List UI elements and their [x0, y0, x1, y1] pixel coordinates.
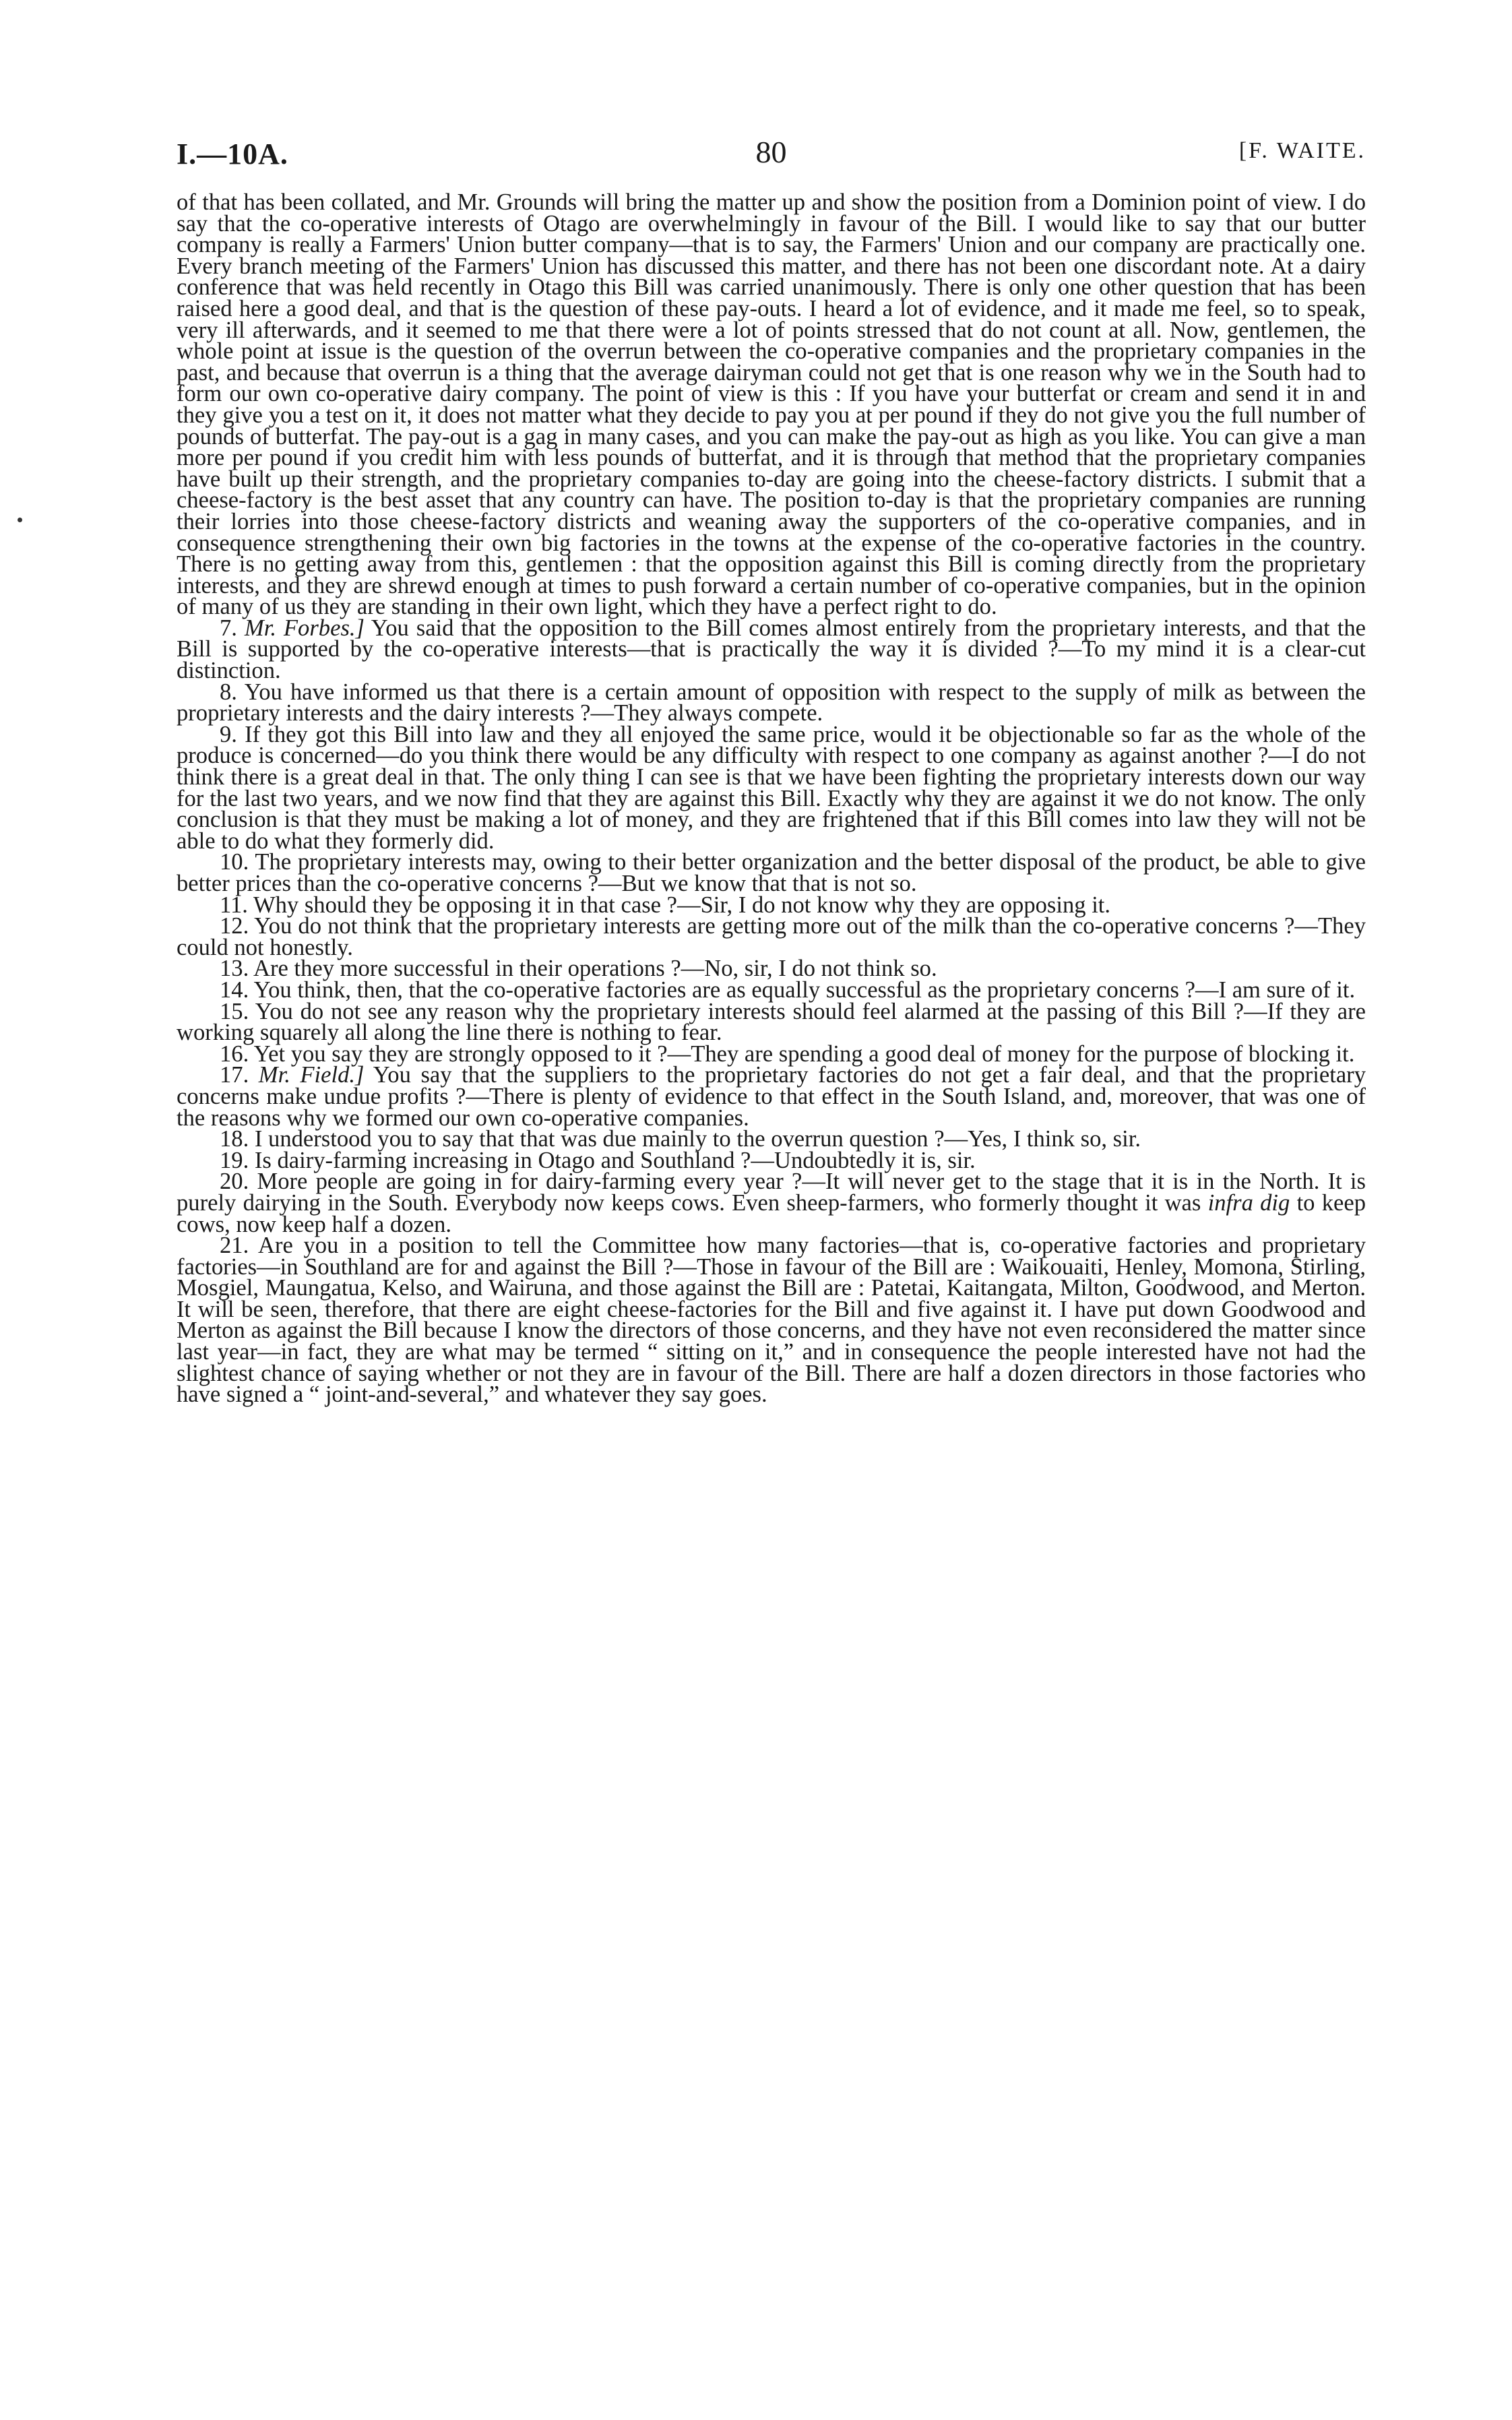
question-number: 20.	[220, 1169, 249, 1195]
question-text: Are they more successful in their operations ?—No, sir, I do not think so.	[253, 956, 937, 982]
question-number: 11.	[220, 892, 248, 918]
question-text: Why should they be opposing it in that case ?—Sir, I do not know why they are opposing it.	[253, 892, 1111, 918]
page-number: 80	[755, 135, 787, 169]
question-number: 12.	[220, 913, 249, 939]
question-number: 21.	[220, 1233, 249, 1259]
speaker: Mr. Forbes.]	[244, 615, 365, 641]
speaker: Mr. Field.]	[258, 1062, 365, 1088]
question-number: 17.	[220, 1062, 249, 1088]
question-number: 15.	[220, 998, 249, 1024]
witness-name: [F. WAITE.	[1238, 138, 1366, 163]
question-paragraph	[177, 913, 1366, 960]
question-paragraph	[177, 849, 1366, 896]
question-text: You have informed us that there is a certain amount of opposition with respect to the supply of milk as between the proprietary interests and the dairy interests ?—They always compete.	[177, 679, 1366, 726]
question-text: You say that the suppliers to the proprietary factories do not get a fair deal, and that the proprietary concerns make undue profits ?—There is plenty of evidence to that effect in the South Island, and, moreover, that was one of the reasons why we formed our own co-operative companies.	[177, 1062, 1366, 1131]
question-number: 18.	[220, 1126, 249, 1152]
page-header	[177, 131, 1366, 185]
question-paragraph	[177, 1235, 1366, 1406]
question-text: Are you in a position to tell the Committee how many factories—that is, co-operative factories and proprietary factories—in Southland are for and against the Bill ?—Those in favour of the Bill are : Waikouaiti, Henley, Momona, Stirling, Mosgiel, Maungatua, Kelso, and Wairuna, and those against the Bill are : Patetai, Kaitangata, Milton, Goodwood, and Merton. It will be seen, therefore, that there are eight cheese-factories for the Bill and five against it. I have put down Goodwood and Merton as against the Bill because I know the directors of those concerns, and they have not even reconsidered the matter since last year—in fact, they are what may be termed “ sitting on it,” and in consequence the people interested have not had the slightest chance of saying whether or not they are in favour of the Bill. There are half a dozen directors in those factories who have signed a “ joint-and-several,” and whatever they say goes.	[177, 1233, 1366, 1408]
question-paragraph	[177, 1171, 1366, 1235]
parliamentary-paper-code: I.—10A.	[177, 137, 288, 170]
question-number: 8.	[220, 679, 237, 705]
question-text: I understood you to say that that was due mainly to the overrun question ?—Yes, I think so, sir.	[254, 1126, 1141, 1152]
question-paragraph	[177, 615, 1366, 684]
question-text: You do not see any reason why the proprietary interests should feel alarmed at the passing of this Bill ?—If they are working squarely all along the line there is nothing to fear.	[177, 998, 1366, 1046]
document-page	[177, 131, 1366, 1406]
question-paragraph	[177, 721, 1366, 854]
document-body	[177, 189, 1366, 1408]
question-number: 10.	[220, 849, 249, 875]
question-text: Is dairy-farming increasing in Otago and Southland ?—Undoubtedly it is, sir.	[254, 1147, 976, 1173]
question-number: 9.	[220, 721, 237, 747]
question-text: Yet you say they are strongly opposed to it ?—They are spending a good deal of money for the purpose of blocking it.	[253, 1041, 1355, 1067]
question-number: 16.	[220, 1041, 249, 1067]
question-text: If they got this Bill into law and they all enjoyed the same price, would it be objectionable so far as the whole of the produce is concerned—do you think there would be any difficulty with respect to one company as against another ?—I do not think there is a great deal in that. The only thing I can see is that we have been fighting the proprietary interests down our way for the last two years, and we now find that they are against this Bill. Exactly why they are against it we do not know. The only conclusion is that they must be making a lot of money, and they are frightened that if this Bill comes into law they will not be able to do what they formerly did.	[177, 721, 1366, 854]
question-number: 19.	[220, 1147, 249, 1173]
question-paragraph	[177, 1062, 1366, 1131]
question-number: 14.	[220, 976, 249, 1003]
question-text: You said that the opposition to the Bill comes almost entirely from the proprietary interests, and that the Bill is supported by the co-operative interests—that is practically the way it is divided ?—To my mind it is a clear-cut distinction.	[177, 615, 1366, 684]
question-paragraph	[177, 679, 1366, 726]
question-text: You think, then, that the co-operative factories are as equally successful as the proprietary concerns ?—I am sure of it.	[253, 976, 1356, 1003]
question-number: 7.	[220, 615, 237, 641]
question-text: The proprietary interests may, owing to their better organization and the better disposal of the product, be able to give better prices than the co-operative concerns ?—But we know that that is not so.	[177, 849, 1366, 896]
question-text: More people are going in for dairy-farming every year ?—It will never get to the stage that it is in the North. It is purely dairying in the South. Everybody now keeps cows. Even sheep-farmers, who formerly thought it was infra dig to keep cows, now keep half a dozen.	[177, 1169, 1366, 1237]
question-paragraph	[177, 998, 1366, 1046]
question-number: 13.	[220, 956, 249, 982]
question-text: You do not think that the proprietary interests are getting more out of the milk than the co-operative concerns ?—They could not honestly.	[177, 913, 1366, 960]
margin-mark	[18, 518, 22, 522]
paragraph-continuation: of that has been collated, and Mr. Grounds will bring the matter up and show the position from a Dominion point of view. I do say that the co-operative interests of Otago are overwhelmingly in favour of the Bill. I would like to say that our butter company is really a Farmers' Union butter company—that is to say, the Farmers' Union and our company are practically one. Every branch meeting of the Farmers' Union has discussed this matter, and there has not been one discordant note. At a dairy conference that was held recently in Otago this Bill was carried unanimously. There is only one other question that has been raised here a good deal, and that is the question of these pay-outs. I heard a lot of evidence, and it made me feel, so to speak, very ill afterwards, and it seemed to me that there were a lot of points stressed that do not count at all. Now, gentlemen, the whole point at issue is the question of the overrun between the co-operative companies and the proprietary companies in the past, and because that overrun is a thing that the average dairyman could not get that is one reason why we in the South had to form our own co-operative dairy company. The point of view is this : If you have your butterfat or cream and send it in and they give you a test on it, it does not matter what they decide to pay you at per pound if they do not give you the full number of pounds of butterfat. The pay-out is a gag in many cases, and you can make the pay-out as high as you like. You can give a man more per pound if you credit him with less pounds of butterfat, and it is through that method that the proprietary companies have built up their strength, and the proprietary companies to-day are going into the cheese-factory districts. I submit that a cheese-factory is the best asset that any country can have. The position to-day is that the proprietary companies are running their lorries into those cheese-factory districts and weaning away the supporters of the co-operative companies, and in consequence strengthening their own big factories in the towns at the expense of the co-operative factories in the country. There is no getting away from this, gentlemen : that the opposition against this Bill is coming directly from the proprietary interests, and they are shrewd enough at times to push forward a certain number of co-operative companies, but in the opinion of many of us they are standing in their own light, which they have a perfect right to do.	[177, 189, 1366, 620]
